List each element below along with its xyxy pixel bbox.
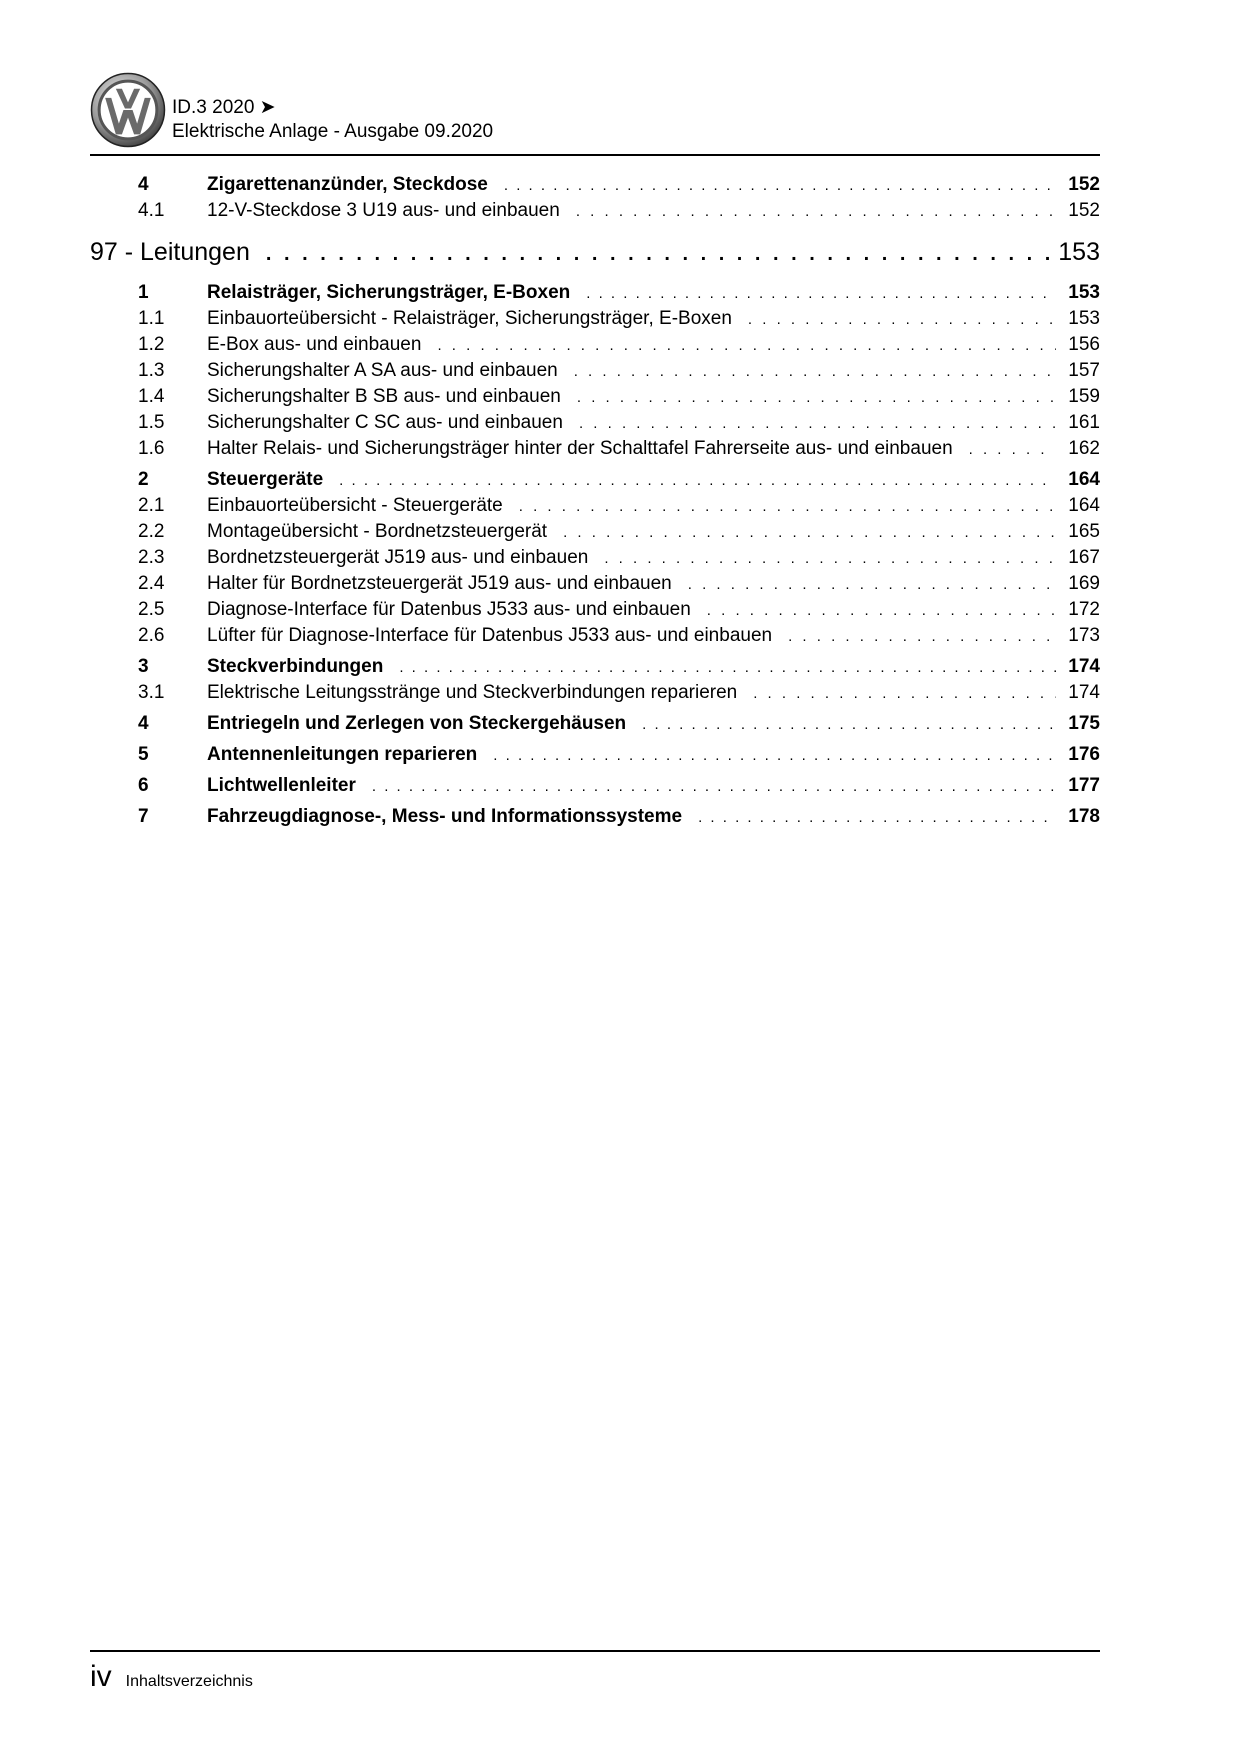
toc-entry-page: 159 [1068,386,1100,407]
toc-section-entry[interactable] [90,775,1100,801]
toc-entry-page: 177 [1068,775,1100,796]
dot-leader [339,472,1056,489]
toc-entry-page: 173 [1068,625,1100,646]
dot-leader [574,363,1056,380]
toc-entry-title: Montageübersicht - Bordnetzsteuergerät [207,521,548,542]
page-footer [90,1660,253,1694]
toc-entry-title: Entriegeln und Zerlegen von Steckergehäusen [207,713,627,734]
chapter-title: 97 - Leitungen [90,238,250,266]
toc-entry-title: Sicherungshalter A SA aus- und einbauen [207,360,558,381]
dot-leader [579,415,1056,432]
toc-section-entry[interactable] [90,174,1100,200]
toc-subsection-entry[interactable] [90,599,1100,625]
toc-subsection-entry[interactable] [90,412,1100,438]
toc-subsection-entry[interactable] [90,625,1100,651]
toc-entry-page: 164 [1068,495,1100,516]
chapter-page: 153 [1058,238,1100,266]
toc-entry-title: Einbauorteübersicht - Relaisträger, Sicherungsträger, E-Boxen [207,308,732,329]
toc-entry-number: 4 [138,713,149,734]
toc-entry-title: Elektrische Leitungsstränge und Steckverbindungen reparieren [207,682,738,703]
dot-leader [788,628,1056,645]
toc-entry-number: 4 [138,174,149,195]
toc-subsection-entry[interactable] [90,521,1100,547]
page-number: iv [90,1660,112,1693]
toc-entry-title: 12-V-Steckdose 3 U19 aus- und einbauen [207,200,560,221]
toc-subsection-entry[interactable] [90,360,1100,386]
toc-entry-page: 152 [1068,174,1100,195]
toc-section-entry[interactable] [90,806,1100,832]
toc-section-entry[interactable] [90,282,1100,308]
toc-entry-title: Diagnose-Interface für Datenbus J533 aus- und einbauen [207,599,691,620]
dot-leader [688,576,1056,593]
toc-entry-number: 1.1 [138,308,165,329]
toc-entry-number: 4.1 [138,200,165,221]
dot-leader [707,602,1056,619]
toc-entry-page: 167 [1068,547,1100,568]
toc-entry-number: 1.4 [138,386,165,407]
toc-entry-page: 174 [1068,656,1100,677]
toc-entry-number: 1.2 [138,334,165,355]
toc-entry-title: Lichtwellenleiter [207,775,356,796]
toc-entry-number: 2.6 [138,625,165,646]
dot-leader [563,524,1056,541]
toc-entry-page: 152 [1068,200,1100,221]
dot-leader [372,778,1056,795]
dot-leader [586,285,1056,302]
toc-chapter-entry[interactable] [90,238,1100,280]
toc-entry-title: E-Box aus- und einbauen [207,334,422,355]
toc-entry-title: Fahrzeugdiagnose-, Mess- und Informationssysteme [207,806,683,827]
toc-entry-number: 1 [138,282,149,303]
toc-entry-title: Antennenleitungen reparieren [207,744,478,765]
toc-subsection-entry[interactable] [90,334,1100,360]
toc-entry-title: Bordnetzsteuergerät J519 aus- und einbauen [207,547,589,568]
toc-entry-page: 169 [1068,573,1100,594]
dot-leader [604,550,1056,567]
toc-entry-number: 7 [138,806,149,827]
dot-leader [576,203,1056,220]
header-title: Elektrische Anlage - Ausgabe 09.2020 [172,121,494,142]
dot-leader [969,441,1056,458]
toc-entry-number: 2.4 [138,573,165,594]
toc-entry-number: 2.3 [138,547,165,568]
dot-leader [748,311,1056,328]
dot-leader [753,685,1056,702]
dot-leader [399,659,1056,676]
toc-subsection-entry[interactable] [90,308,1100,334]
toc-subsection-entry[interactable] [90,547,1100,573]
toc-entry-number: 2 [138,469,149,490]
toc-section-entry[interactable] [90,656,1100,682]
toc-entry-number: 2.5 [138,599,165,620]
toc-entry-page: 153 [1068,308,1100,329]
toc-entry-page: 156 [1068,334,1100,355]
toc-entry-number: 3.1 [138,682,165,703]
dot-leader [437,337,1056,354]
toc-entry-page: 165 [1068,521,1100,542]
header-text [172,96,493,144]
footer-rule [90,1650,1100,1652]
toc-subsection-entry[interactable] [90,682,1100,708]
toc-entry-number: 2.2 [138,521,165,542]
toc-entry-number: 1.3 [138,360,165,381]
toc-section-entry[interactable] [90,469,1100,495]
toc-subsection-entry[interactable] [90,495,1100,521]
dot-leader [642,716,1056,733]
toc-entry-page: 174 [1068,682,1100,703]
toc-entry-page: 157 [1068,360,1100,381]
toc-entry-title: Halter für Bordnetzsteuergerät J519 aus- und einbauen [207,573,672,594]
vw-logo-icon [90,72,166,148]
toc-entry-page: 176 [1068,744,1100,765]
toc-entry-title: Sicherungshalter C SC aus- und einbauen [207,412,563,433]
toc-entry-number: 1.5 [138,412,165,433]
toc-section-entry[interactable] [90,744,1100,770]
toc-entry-number: 2.1 [138,495,165,516]
dot-leader [266,243,1050,266]
toc-entry-page: 162 [1068,438,1100,459]
toc-entry-number: 6 [138,775,149,796]
page-header [90,68,1100,156]
dot-leader [493,747,1056,764]
header-model: ID.3 2020 ➤ [172,97,276,118]
dot-leader [577,389,1056,406]
toc-entry-title: Einbauorteübersicht - Steuergeräte [207,495,503,516]
toc-entry-page: 175 [1068,713,1100,734]
dot-leader [519,498,1056,515]
toc-entry-title: Steuergeräte [207,469,324,490]
toc-entry-title: Halter Relais- und Sicherungsträger hinter der Schalttafel Fahrerseite aus- und einbauen [207,438,953,459]
toc-subsection-entry[interactable] [90,438,1100,464]
toc-entry-title: Sicherungshalter B SB aus- und einbauen [207,386,561,407]
toc-entry-page: 161 [1068,412,1100,433]
toc-entry-title: Steckverbindungen [207,656,384,677]
toc-subsection-entry[interactable] [90,386,1100,412]
dot-leader [504,177,1056,194]
toc-entry-title: Lüfter für Diagnose-Interface für Datenbus J533 aus- und einbauen [207,625,773,646]
toc-entry-page: 153 [1068,282,1100,303]
toc-entry-number: 3 [138,656,149,677]
toc-subsection-entry[interactable] [90,573,1100,599]
dot-leader [698,809,1056,826]
toc-entry-title: Zigarettenanzünder, Steckdose [207,174,488,195]
header-rule [90,154,1100,156]
footer-label: Inhaltsverzeichnis [125,1673,253,1690]
toc-entry-page: 164 [1068,469,1100,490]
toc-entry-page: 178 [1068,806,1100,827]
toc-entry-title: Relaisträger, Sicherungsträger, E-Boxen [207,282,571,303]
toc-subsection-entry[interactable] [90,200,1100,226]
toc-entry-page: 172 [1068,599,1100,620]
toc-entry-number: 1.6 [138,438,165,459]
toc-entry-number: 5 [138,744,149,765]
table-of-contents [90,174,1100,832]
toc-section-entry[interactable] [90,713,1100,739]
